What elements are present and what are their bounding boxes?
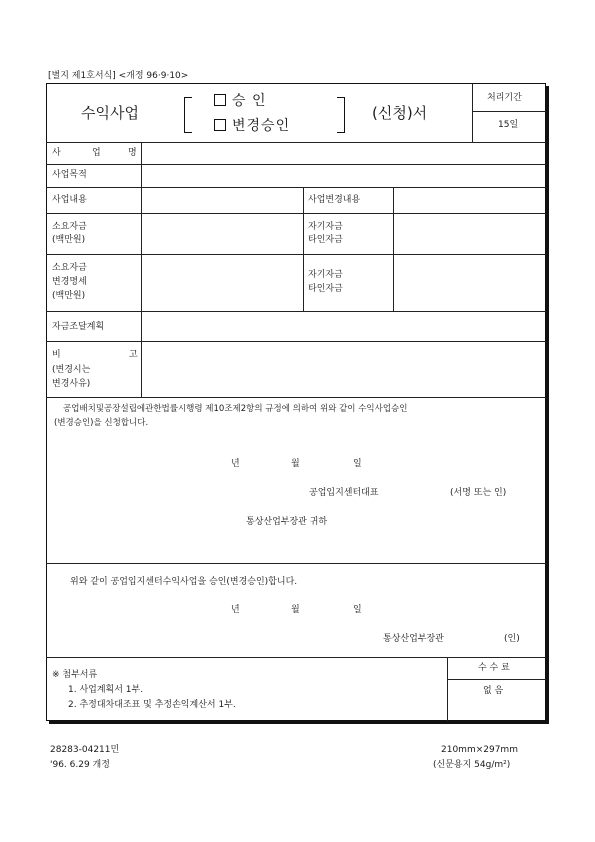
title-left-bracket (184, 97, 192, 133)
business-purpose-label: 사업목적 (52, 170, 87, 180)
attachment-item-1: 1. 사업계획서 1부. (68, 685, 144, 695)
remarks-field[interactable] (142, 342, 545, 396)
fee-box-divider (447, 657, 448, 721)
funds-change-label-2: 변경명세 (52, 277, 87, 287)
title-prefix: 수익사업 (81, 104, 139, 122)
business-name-label-2: 업 (92, 148, 101, 158)
other-funds-label-2: 타인자금 (308, 284, 343, 294)
business-purpose-field[interactable] (142, 165, 545, 186)
own-other-funds-field-2[interactable] (394, 255, 545, 310)
own-funds-label-2: 자기자금 (308, 270, 343, 280)
approver-label: 통상산업부장관 (383, 634, 444, 644)
attachments-title: ※ 첨부서류 (52, 670, 98, 680)
own-funds-label-1: 자기자금 (308, 222, 343, 232)
mid-column-divider (303, 187, 304, 311)
applicant-signature[interactable]: (서명 또는 인) (450, 488, 507, 498)
application-date-year: 년 (231, 459, 240, 469)
own-other-funds-field-1[interactable] (394, 214, 545, 253)
fee-value: 없 음 (483, 686, 504, 696)
approval-date-day: 일 (353, 605, 362, 615)
fee-box-mid-line (447, 679, 546, 680)
title-right-bracket (337, 97, 345, 133)
frame-shadow-right (546, 86, 549, 724)
fee-label: 수 수 료 (478, 663, 510, 673)
approval-option-label: 승 인 (232, 93, 267, 109)
application-addressee: 통상산업부장관 귀하 (246, 517, 328, 527)
change-approval-checkbox[interactable] (214, 119, 226, 131)
approval-statement: 위와 같이 공업입지센터수익사업을 승인(변경승인)합니다. (70, 577, 298, 587)
business-name-field[interactable] (142, 143, 545, 163)
title-option-approval[interactable] (214, 92, 267, 110)
business-change-field[interactable] (394, 188, 545, 212)
footer-form-code: 28283-04211민 (50, 745, 120, 755)
frame-shadow-bottom (49, 721, 549, 724)
grid-line (46, 397, 546, 398)
remarks-label-2: 고 (129, 350, 138, 360)
applicant-label: 공업입지센터대표 (309, 488, 379, 498)
approval-date-year: 년 (231, 605, 240, 615)
approver-seal: (인) (504, 634, 520, 644)
remarks-label-1: 비 (52, 350, 61, 360)
footer-revision-date: '96. 6.29 개정 (50, 760, 110, 770)
business-content-label: 사업내용 (52, 195, 87, 205)
required-funds-label-2: (백만원) (52, 235, 86, 245)
business-content-field[interactable] (142, 188, 302, 212)
application-date-day: 일 (353, 459, 362, 469)
processing-box-mid-line (472, 111, 546, 112)
approval-date-month: 월 (291, 605, 300, 615)
funds-change-field[interactable] (142, 255, 302, 310)
business-change-label: 사업변경내용 (308, 195, 361, 205)
grid-line (46, 563, 546, 564)
remarks-label-3: (변경시는 (52, 365, 91, 375)
remarks-label-4: 변경사유) (52, 379, 91, 389)
attachment-item-2: 2. 추정대차대조표 및 추정손익계산서 1부. (68, 700, 236, 710)
approval-checkbox[interactable] (214, 94, 226, 106)
funds-change-label-1: 소요자금 (52, 263, 87, 273)
application-date-month: 월 (291, 459, 300, 469)
footer-paper-type: (신문용지 54g/m²) (433, 760, 511, 770)
required-funds-field[interactable] (142, 214, 302, 253)
application-statement-line-2: (변경승인)을 신청합니다. (54, 418, 149, 428)
title-option-change-approval[interactable] (214, 117, 290, 135)
funding-plan-field[interactable] (142, 312, 545, 340)
required-funds-label-1: 소요자금 (52, 222, 87, 232)
title-suffix: (신청)서 (372, 104, 428, 122)
processing-period-label: 처리기간 (487, 93, 522, 103)
footer-paper-size: 210mm×297mm (441, 745, 518, 755)
processing-period-value: 15일 (498, 120, 519, 130)
change-approval-option-label: 변경승인 (232, 118, 291, 134)
business-name-label-1: 사 (52, 148, 61, 158)
funding-plan-label: 자금조달계획 (52, 322, 105, 332)
other-funds-label-1: 타인자금 (308, 235, 343, 245)
application-statement-line-1: 공업배치및공장설립에관한법률시행령 제10조제2항의 규정에 의하여 위와 같이 수익사업승인 (63, 404, 408, 414)
funds-change-label-3: (백만원) (52, 291, 86, 301)
grid-line (46, 657, 546, 658)
form-number-note: [별지 제1호서식] <개정 96·9·10> (48, 71, 189, 81)
business-name-label-3: 명 (128, 148, 137, 158)
processing-box-divider (472, 84, 473, 142)
